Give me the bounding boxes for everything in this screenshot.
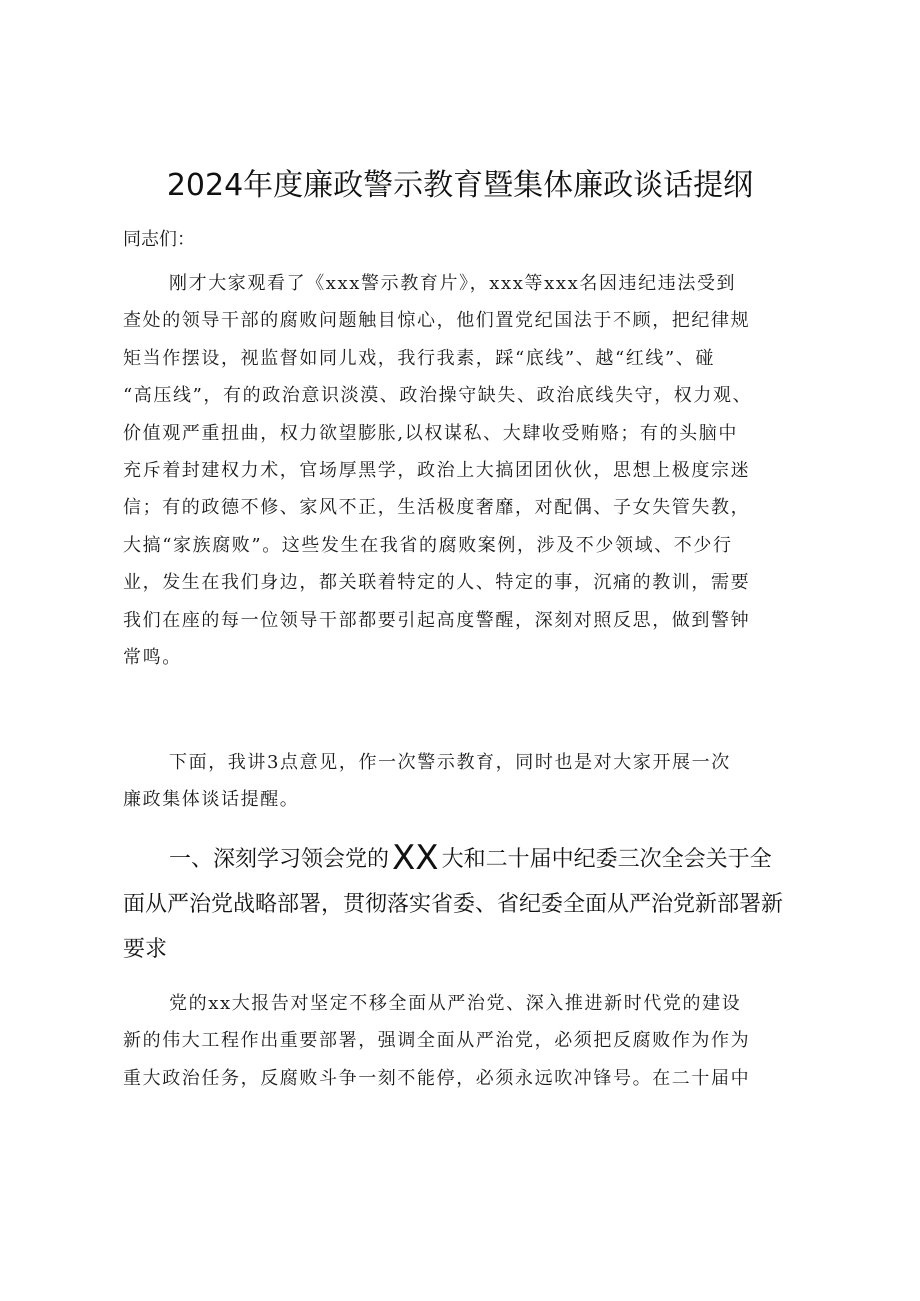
paragraph-line: 党的xx大报告对坚定不移全面从严治党、深入推进新时代党的建设 xyxy=(169,993,742,1014)
paragraph-section1-body xyxy=(123,985,809,1097)
paragraph-line: 矩当作摆设，视监督如同儿戏，我行我素，踩“底线”、越“红线”、碰 xyxy=(123,347,716,369)
salutation: 同志们： xyxy=(123,229,195,250)
paragraph-line: 下面，我讲3点意见，作一次警示教育，同时也是对大家开展一次 xyxy=(169,752,731,773)
paragraph-line: 廉政集体谈话提醒。 xyxy=(123,789,300,811)
paragraph-intro xyxy=(123,265,809,676)
section-heading-line3: 要求 xyxy=(123,937,168,962)
paragraph-line: 常鸣。 xyxy=(123,647,182,669)
section-heading-line1-rest: 大和二十届中纪委三次全会关于全 xyxy=(441,847,772,872)
section-heading-highlight: XX xyxy=(392,838,439,878)
paragraph-line: 价值观严重扭曲，权力欲望膨胀,以权谋私、大肆收受贿赂；有的头脑中 xyxy=(123,422,738,444)
paragraph-line: 我们在座的每一位领导干部都要引起高度警醒，深刻对照反思，做到警钟 xyxy=(123,609,751,631)
paragraph-line: 充斥着封建权力术，官场厚黑学，政治上大搞团团伙伙，思想上极度宗迷 xyxy=(123,460,751,482)
paragraph-line: “高压线”，有的政治意识淡漠、政治操守缺失、政治底线失守，权力观、 xyxy=(123,385,753,407)
section-heading-prefix: 一、深刻学习领会党的 xyxy=(169,847,390,872)
paragraph-line: 业，发生在我们身边，都关联着特定的人、特定的事，沉痛的教训，需要 xyxy=(123,572,751,594)
document-title: 2024年度廉政警示教育暨集体廉政谈话提纲 xyxy=(166,168,754,203)
section-heading-line2: 面从严治党战略部署，贯彻落实省委、省纪委全面从严治党新部署新 xyxy=(123,892,784,917)
paragraph-line: 信；有的政德不修、家风不正，生活极度奢靡，对配偶、子女失管失教， xyxy=(123,497,751,519)
paragraph-line: 刚才大家观看了《xxx警示教育片》，xxx等xxx名因违纪违法受到 xyxy=(169,273,737,294)
section-heading-1 xyxy=(123,836,813,972)
paragraph-line: 查处的领导干部的腐败问题触目惊心，他们置党纪国法于不顾，把纪律规 xyxy=(123,310,751,332)
paragraph-line: 重大政治任务，反腐败斗争一刻不能停，必须永远吹冲锋号。在二十届中 xyxy=(123,1067,751,1089)
paragraph-line: 新的伟大工程作出重要部署，强调全面从严治党，必须把反腐败作为作为 xyxy=(123,1030,751,1052)
paragraph-outline xyxy=(123,744,809,819)
paragraph-line: 大搞“家族腐败”。这些发生在我省的腐败案例，涉及不少领域、不少行 xyxy=(123,534,733,556)
